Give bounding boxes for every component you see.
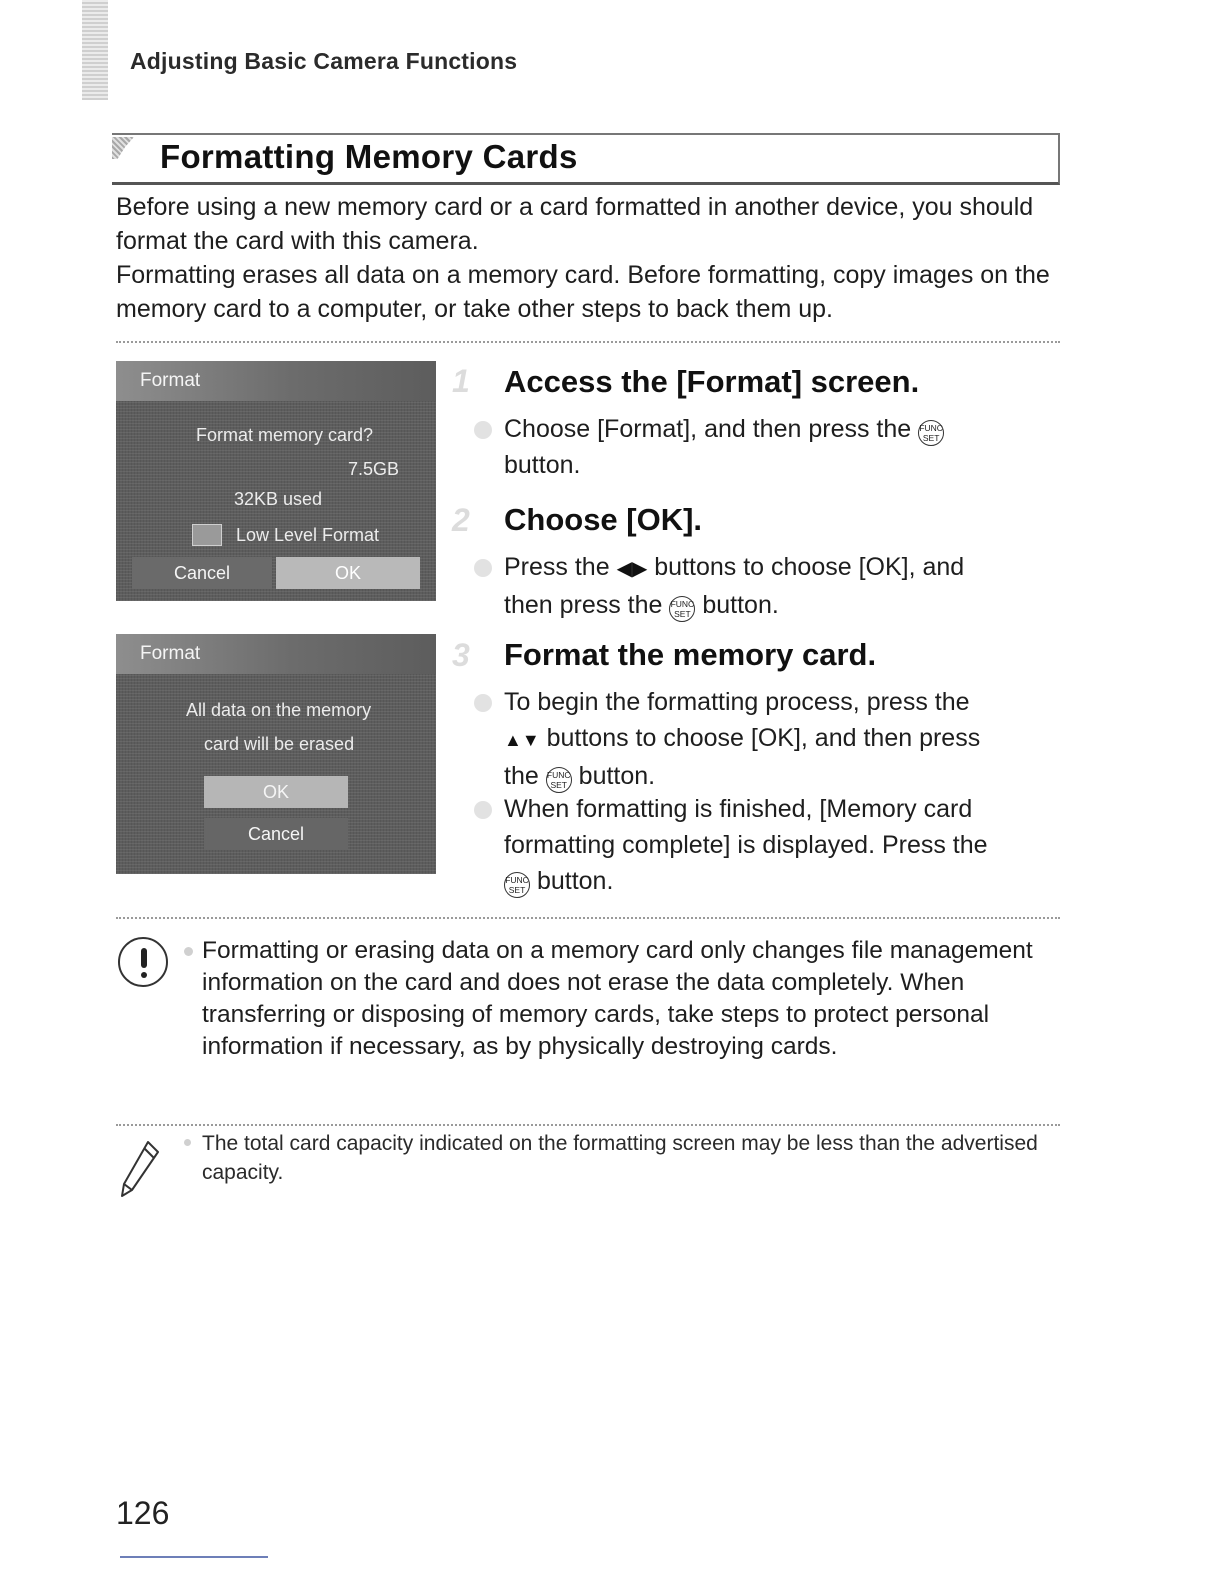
screen-warning-line2: card will be erased [204,734,355,754]
screen-tab-label: Format [140,370,201,391]
bullet-icon [474,559,492,577]
screen-question: Format memory card? [196,425,374,445]
screen-ok-button: OK [276,557,420,589]
screen-cancel-button: Cancel [132,557,272,589]
step-instruction [504,684,1064,794]
step-instruction [504,411,1064,483]
func-set-button-icon: FUNC SET [669,596,695,622]
instruction-text: the [504,762,539,790]
instruction-text: buttons to choose [OK], and then press [546,724,981,752]
step-title: Choose [OK]. [504,502,703,537]
page-title: Formatting Memory Cards [160,138,578,175]
instruction-text: Press the [504,553,610,581]
screen-cancel-button: Cancel [204,818,348,850]
bullet-icon [474,694,492,712]
instruction-text: button. [578,762,656,790]
step-number: 1 [452,363,470,399]
page-number: 126 [116,1495,170,1531]
step-title: Format the memory card. [504,637,877,672]
instruction-text: formatting complete] is displayed. Press the [504,831,988,859]
intro-paragraph-1: Before using a new memory card or a card formatted in another device, you should format the card with this camera. [116,193,1034,255]
caution-text: Formatting or erasing data on a memory card only changes file management information on the card and does not erase the data completely. When transferring or disposing of memory cards, take steps to protect personal information if necessary, as by physically destroying cards. [202,937,1033,1060]
screen-warning-line1: All data on the memory [186,700,372,720]
step-number: 3 [452,637,470,673]
note-text: The total card capacity indicated on the formatting screen may be less than the advertised capacity. [202,1132,1038,1184]
low-level-checkbox [192,524,222,546]
up-down-arrows-icon: ▲▼ [504,730,540,750]
caution-icon [118,937,168,987]
step-instruction [504,791,1064,899]
func-set-button-icon: FUNC SET [504,872,530,898]
instruction-text: then press the [504,591,663,619]
func-set-button-icon: FUNC SET [546,767,572,793]
left-right-arrows-icon: ◀▶ [616,558,648,580]
step-number: 2 [452,502,470,538]
screen-low-level-label: Low Level Format [236,525,380,545]
screen-tab-label: Format [140,643,201,664]
step-instruction [504,549,1064,623]
instruction-text: button. [702,591,779,619]
pencil-icon [118,1138,162,1200]
instruction-text: Choose [Format], and then press the [504,415,912,443]
bullet-icon [474,801,492,819]
instruction-text: buttons to choose [OK], and [654,553,965,581]
bullet-icon [184,947,193,956]
screen-tab [116,634,436,674]
step-title: Access the [Format] screen. [504,364,920,399]
divider [116,917,1060,919]
screen-tab [116,361,436,401]
format-confirm-screen-image [116,634,436,874]
divider [116,1124,1060,1126]
section-tab-marker [82,0,108,100]
func-set-button-icon: FUNC SET [918,420,944,446]
format-screen-image [116,361,436,601]
screen-used: 32KB used [234,489,323,509]
screen-ok-button: OK [204,776,348,808]
instruction-text: button. [504,451,581,479]
instruction-text: When formatting is finished, [Memory card [504,795,973,823]
bullet-icon [474,421,492,439]
instruction-text: To begin the formatting process, press the [504,688,970,716]
screen-capacity: 7.5GB [348,459,400,479]
intro-paragraph-2: Formatting erases all data on a memory card. Before formatting, copy images on the memory card to a computer, or take other steps to back them up. [116,261,1050,323]
footer-rule [120,1556,268,1558]
section-header: Adjusting Basic Camera Functions [130,48,518,74]
divider [116,341,1060,343]
instruction-text: button. [536,867,614,895]
bullet-icon [184,1139,191,1146]
